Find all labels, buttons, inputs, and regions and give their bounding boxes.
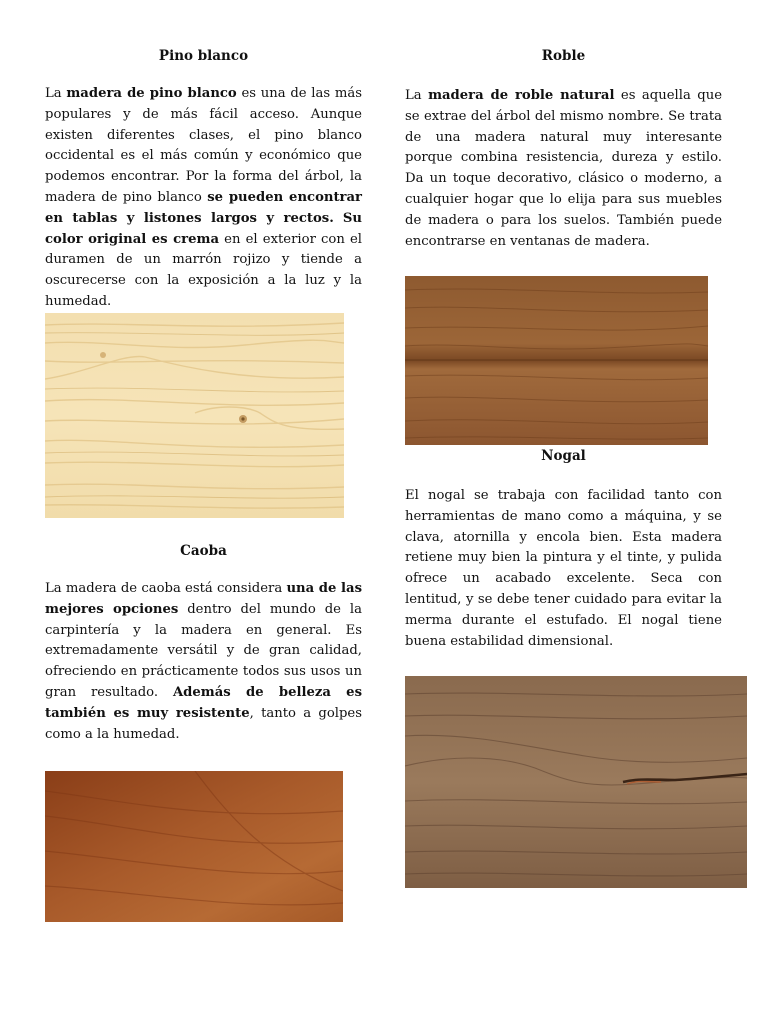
section-roble (405, 48, 722, 252)
section-nogal (405, 448, 722, 652)
pino-paragraph: La madera de pino blanco es una de las más populares y de más fácil acceso. Aunque existen diferentes clases, el pino blanco occidental es el más común y económico que podemos encontrar. Por la forma del árbol, la madera de pino blanco se pueden encontrar en tablas y listones largos y rectos. Su color original es crema en el exterior con el duramen de un marrón rojizo y tiende a oscurecerse con la exposición a la luz y la humedad. (45, 86, 362, 309)
nogal-paragraph: El nogal se trabaja con facilidad tanto con herramientas de mano como a máquina, y se clava, atornilla y encola bien. Esta madera retiene muy bien la pintura y el tinte, y pulida ofrece un acabado excelente. Seca con lentitud, y se debe tener cuidado para evitar la merma durante el estufado. El nogal tiene buena estabilidad dimensional. (405, 488, 722, 649)
walnut-wood-image (405, 676, 747, 888)
caoba-paragraph: La madera de caoba está considera una de las mejores opciones dentro del mundo de la carpintería y la madera en general. Es extremadamente versátil y de gran calidad, ofreciendo en prácticamente todos sus usos un gran resultado. Además de belleza es también es muy resistente, tanto a golpes como a la humedad. (45, 581, 363, 742)
pino-title: Pino blanco (158, 48, 249, 64)
oak-wood-image (405, 276, 708, 445)
pine-wood-image (45, 313, 344, 518)
mahogany-wood-image (45, 771, 343, 922)
section-pino (45, 48, 362, 313)
roble-title: Roble (541, 48, 586, 64)
nogal-title: Nogal (541, 448, 586, 464)
section-caoba (45, 543, 362, 745)
caoba-title: Caoba (180, 543, 227, 559)
roble-paragraph: La madera de roble natural es aquella que se extrae del árbol del mismo nombre. Se trata de una madera natural muy interesante porque combina resistencia, dureza y estilo. Da un toque decorativo, clásico o moderno, a cualquier hogar que lo elija para sus muebles de madera o para los suelos. También puede encontrarse en ventanas de madera. (405, 88, 722, 249)
